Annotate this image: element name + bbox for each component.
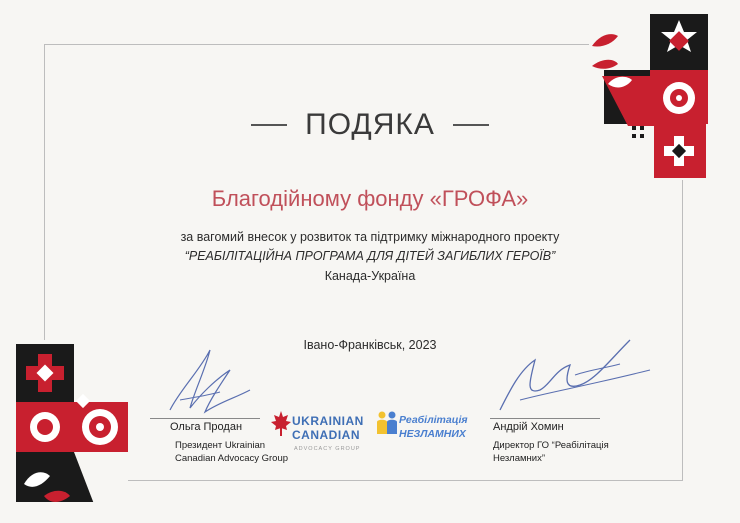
frame-line-top — [44, 44, 589, 45]
people-icon — [375, 410, 399, 438]
logo-ukrainian-canadian-line2: CANADIAN — [292, 428, 360, 442]
maple-leaf-icon — [270, 410, 292, 438]
certificate-title: ПОДЯКА — [305, 108, 435, 141]
logo-ukrainian-canadian-line3: ADVOCACY GROUP — [294, 446, 361, 452]
place-and-date: Івано-Франківськ, 2023 — [303, 338, 437, 352]
signatory-right-role-line1: Директор ГО “Реабілітація — [493, 440, 609, 451]
signatory-left-role-line1: Президент Ukrainian — [175, 440, 266, 451]
ornament-bottom-left — [14, 344, 130, 520]
signature-line-right — [490, 418, 600, 419]
title-dash-right — [453, 124, 489, 126]
project-countries: Канада-Україна — [324, 269, 416, 283]
signature-line-left — [150, 418, 260, 419]
ornament-top-right — [588, 14, 710, 180]
logo-rehab-line2: НЕЗЛАМНИХ — [399, 428, 466, 440]
signature-left — [150, 340, 270, 420]
frame-line-right — [682, 180, 683, 480]
logo-rehab-line1: Реабілітація — [399, 414, 468, 426]
title-dash-left — [251, 124, 287, 126]
frame-line-bottom — [127, 480, 683, 481]
reason-line-1: за вагомий внесок у розвиток та підтримку міжнародного проекту — [180, 230, 560, 244]
project-name: “РЕАБІЛІТАЦІЙНА ПРОГРАМА ДЛЯ ДІТЕЙ ЗАГИБЛИХ ГЕРОЇВ” — [184, 249, 556, 263]
signatory-right-name: Андрій Хомин — [493, 421, 564, 433]
title-row — [0, 108, 740, 142]
signatory-right-role-line2: Незламних” — [493, 453, 546, 464]
logo-ukrainian-canadian-line1: UKRAINIAN — [292, 414, 364, 428]
signatory-left-role-line2: Canadian Advocacy Group — [175, 453, 289, 464]
recipient-name: Благодійному фонду «ГРОФА» — [211, 186, 529, 211]
signatory-left-name: Ольга Продан — [170, 421, 243, 433]
signature-right — [480, 330, 660, 420]
